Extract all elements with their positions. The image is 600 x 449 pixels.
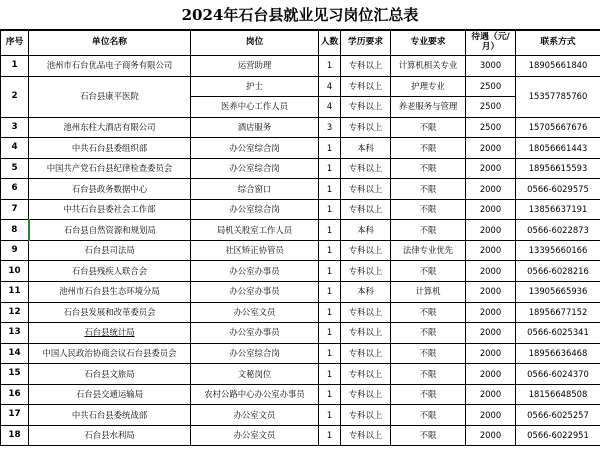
cell-contact[interactable]: 15705667676 [516,117,600,138]
cell-major[interactable]: 计算机相关专业 [391,56,466,77]
cell-contact[interactable]: 0566-6024370 [516,364,600,385]
cell-post[interactable]: 局机关股室工作人员 [191,220,319,241]
cell-unit[interactable]: 中共石台县委社会工作部 [29,199,191,220]
cell-unit[interactable]: 石台县政务数据中心 [29,179,191,200]
cell-count[interactable]: 1 [319,220,341,241]
cell-pay[interactable]: 2000 [466,240,516,261]
cell-pay[interactable]: 2000 [466,199,516,220]
cell-no[interactable]: 3 [1,117,29,138]
cell-count[interactable]: 1 [319,261,341,282]
cell-pay[interactable]: 2000 [466,261,516,282]
cell-contact[interactable]: 13395660166 [516,240,600,261]
cell-count[interactable]: 1 [319,158,341,179]
cell-major[interactable]: 不限 [391,405,466,426]
cell-post[interactable]: 办公室综合岗 [191,343,319,364]
cell-no[interactable]: 2 [1,76,29,117]
table-row [1,117,600,138]
cell-edu[interactable]: 专科以上 [341,199,391,220]
cell-pay[interactable]: 2500 [466,97,516,118]
cell-edu[interactable]: 本科 [341,138,391,159]
cell-post[interactable]: 办公室办事员 [191,261,319,282]
cell-post[interactable]: 办公室文员 [191,302,319,323]
cell-post[interactable]: 农村公路中心办公室办事员 [191,384,319,405]
cell-post[interactable]: 综合窗口 [191,179,319,200]
cell-pay[interactable]: 2000 [466,384,516,405]
cell-pay[interactable]: 2000 [466,364,516,385]
cell-contact[interactable]: 0566-6029575 [516,179,600,200]
cell-count[interactable]: 1 [319,56,341,77]
table-row [1,302,600,323]
cell-count[interactable]: 1 [319,199,341,220]
cell-contact[interactable]: 18956636468 [516,343,600,364]
cell-post[interactable]: 医养中心工作人员 [191,97,319,118]
cell-major[interactable]: 不限 [391,261,466,282]
cell-count[interactable]: 3 [319,117,341,138]
table-row [1,76,600,97]
cell-no[interactable]: 9 [1,240,29,261]
cell-edu[interactable]: 专科以上 [341,240,391,261]
cell-edu[interactable]: 专科以上 [341,261,391,282]
cell-contact[interactable]: 13856637191 [516,199,600,220]
cell-post[interactable]: 酒店服务 [191,117,319,138]
cell-major[interactable]: 不限 [391,138,466,159]
cell-edu[interactable]: 专科以上 [341,76,391,97]
cell-major[interactable]: 法律专业优先 [391,240,466,261]
cell-contact[interactable]: 0566-6022873 [516,220,600,241]
table-row [1,364,600,385]
cell-no[interactable]: 18 [1,425,29,446]
cell-post[interactable]: 文秘岗位 [191,364,319,385]
header-edu[interactable]: 学历要求 [341,31,391,56]
cell-edu[interactable]: 专科以上 [341,56,391,77]
cell-no[interactable]: 11 [1,282,29,303]
cell-contact[interactable]: 0566-6022951 [516,425,600,446]
header-no[interactable]: 序号 [1,31,29,56]
cell-edu[interactable]: 本科 [341,220,391,241]
cell-contact[interactable]: 0566-6025341 [516,323,600,344]
cell-major[interactable]: 护理专业 [391,76,466,97]
cell-pay[interactable]: 2000 [466,179,516,200]
cell-post[interactable]: 社区矫正协管员 [191,240,319,261]
cell-count[interactable]: 1 [319,302,341,323]
cell-contact[interactable]: 18956677152 [516,302,600,323]
cell-pay[interactable]: 2000 [466,302,516,323]
cell-edu[interactable]: 专科以上 [341,364,391,385]
cell-no[interactable]: 5 [1,158,29,179]
cell-edu[interactable]: 专科以上 [341,323,391,344]
cell-edu[interactable]: 专科以上 [341,343,391,364]
header-count[interactable]: 人数 [319,31,341,56]
table-row [1,323,600,344]
cell-pay[interactable]: 2500 [466,76,516,97]
cell-unit[interactable]: 中共石台县委统战部 [29,405,191,426]
cell-count[interactable]: 1 [319,425,341,446]
cell-unit[interactable]: 中国人民政治协商会议石台县委员会 [29,343,191,364]
cell-post[interactable]: 护士 [191,76,319,97]
cell-contact[interactable]: 18056661443 [516,138,600,159]
cell-pay[interactable]: 2000 [466,220,516,241]
cell-count[interactable]: 4 [319,97,341,118]
table-row [1,405,600,426]
cell-count[interactable]: 1 [319,179,341,200]
cell-unit[interactable]: 中国共产党石台县纪律检查委员会 [29,158,191,179]
cell-pay[interactable]: 2500 [466,117,516,138]
cell-count[interactable]: 4 [319,76,341,97]
cell-edu[interactable]: 专科以上 [341,97,391,118]
cell-post[interactable]: 办公室文员 [191,405,319,426]
cell-major[interactable]: 不限 [391,425,466,446]
jobs-table [0,30,600,446]
table-row [1,343,600,364]
cell-unit[interactable]: 石台县交通运输局 [29,384,191,405]
cell-count[interactable]: 1 [319,240,341,261]
table-row [1,199,600,220]
cell-pay[interactable]: 3000 [466,56,516,77]
cell-post[interactable]: 办公室办事员 [191,323,319,344]
sheet-title: 2024年石台县就业见习岗位汇总表 [0,0,600,30]
header-row [1,31,600,56]
cell-major[interactable]: 不限 [391,364,466,385]
cell-unit[interactable]: 池州东柱大酒店有限公司 [29,117,191,138]
cell-pay[interactable]: 2000 [466,405,516,426]
cell-unit[interactable]: 石台县发展和改革委员会 [29,302,191,323]
cell-unit[interactable]: 石台县自然资源和规划局 [29,220,191,241]
cell-count[interactable]: 1 [319,405,341,426]
cell-contact[interactable]: 13905665936 [516,282,600,303]
cell-count[interactable]: 1 [319,384,341,405]
cell-contact[interactable]: 0566-6025257 [516,405,600,426]
table-row [1,425,600,446]
header-post[interactable]: 岗位 [191,31,319,56]
cell-edu[interactable]: 专科以上 [341,405,391,426]
table-row [1,282,600,303]
table-row [1,179,600,200]
header-major[interactable]: 专业要求 [391,31,466,56]
cell-edu[interactable]: 专科以上 [341,158,391,179]
cell-edu[interactable]: 专科以上 [341,302,391,323]
table-row [1,138,600,159]
cell-count[interactable]: 1 [319,364,341,385]
cell-pay[interactable]: 2000 [466,138,516,159]
cell-no[interactable]: 14 [1,343,29,364]
cell-contact[interactable]: 18956615593 [516,158,600,179]
cell-no[interactable]: 1 [1,56,29,77]
cell-unit[interactable]: 石台县文旅局 [29,364,191,385]
cell-no[interactable]: 16 [1,384,29,405]
cell-post[interactable]: 办公室文员 [191,425,319,446]
table-row [1,56,600,77]
cell-no[interactable]: 17 [1,405,29,426]
cell-unit[interactable]: 石台县司法局 [29,240,191,261]
cell-edu[interactable]: 专科以上 [341,384,391,405]
header-contact[interactable]: 联系方式 [516,31,600,56]
cell-contact[interactable]: 15357785760 [516,76,600,117]
cell-edu[interactable]: 专科以上 [341,117,391,138]
cell-major[interactable]: 不限 [391,343,466,364]
cell-edu[interactable]: 专科以上 [341,179,391,200]
cell-unit[interactable]: 石台县统计局 [29,323,191,344]
table-row [1,220,600,241]
cell-post[interactable]: 办公室综合岗 [191,158,319,179]
cell-major[interactable]: 不限 [391,323,466,344]
cell-no[interactable]: 10 [1,261,29,282]
cell-no[interactable]: 6 [1,179,29,200]
cell-no[interactable]: 8 [1,220,29,241]
cell-major[interactable]: 不限 [391,384,466,405]
cell-pay[interactable]: 2000 [466,282,516,303]
cell-no[interactable]: 7 [1,199,29,220]
cell-pay[interactable]: 2000 [466,425,516,446]
cell-unit[interactable]: 石台县康平医院 [29,76,191,117]
table-row [1,384,600,405]
cell-unit[interactable]: 池州市石台优品电子商务有限公司 [29,56,191,77]
cell-major[interactable]: 不限 [391,220,466,241]
cell-count[interactable]: 1 [319,343,341,364]
table-row [1,261,600,282]
cell-pay[interactable]: 2000 [466,323,516,344]
cell-unit[interactable]: 石台县水利局 [29,425,191,446]
cell-no[interactable]: 12 [1,302,29,323]
cell-edu[interactable]: 专科以上 [341,425,391,446]
cell-unit[interactable]: 池州市石台县生态环境分局 [29,282,191,303]
cell-post[interactable]: 办公室综合岗 [191,138,319,159]
cell-post[interactable]: 办公室办事员 [191,282,319,303]
cell-major[interactable]: 不限 [391,199,466,220]
cell-pay[interactable]: 2000 [466,343,516,364]
cell-count[interactable]: 1 [319,323,341,344]
header-unit[interactable]: 单位名称 [29,31,191,56]
cell-major[interactable]: 不限 [391,158,466,179]
cell-post[interactable]: 运营助理 [191,56,319,77]
header-pay[interactable]: 待遇（元/月） [466,31,516,56]
cell-major[interactable]: 不限 [391,117,466,138]
cell-post[interactable]: 办公室综合岗 [191,199,319,220]
cell-major[interactable]: 不限 [391,302,466,323]
cell-major[interactable]: 不限 [391,179,466,200]
cell-count[interactable]: 1 [319,282,341,303]
table-row [1,158,600,179]
cell-edu[interactable]: 本科 [341,282,391,303]
cell-contact[interactable]: 0566-6028216 [516,261,600,282]
cell-contact[interactable]: 18905661840 [516,56,600,77]
cell-no[interactable]: 15 [1,364,29,385]
cell-major[interactable]: 计算机 [391,282,466,303]
cell-no[interactable]: 4 [1,138,29,159]
cell-unit[interactable]: 中共石台县委组织部 [29,138,191,159]
cell-count[interactable]: 1 [319,138,341,159]
cell-pay[interactable]: 2000 [466,158,516,179]
cell-major[interactable]: 养老服务与管理 [391,97,466,118]
cell-unit[interactable]: 石台县残疾人联合会 [29,261,191,282]
cell-no[interactable]: 13 [1,323,29,344]
cell-contact[interactable]: 18156648508 [516,384,600,405]
table-row [1,240,600,261]
